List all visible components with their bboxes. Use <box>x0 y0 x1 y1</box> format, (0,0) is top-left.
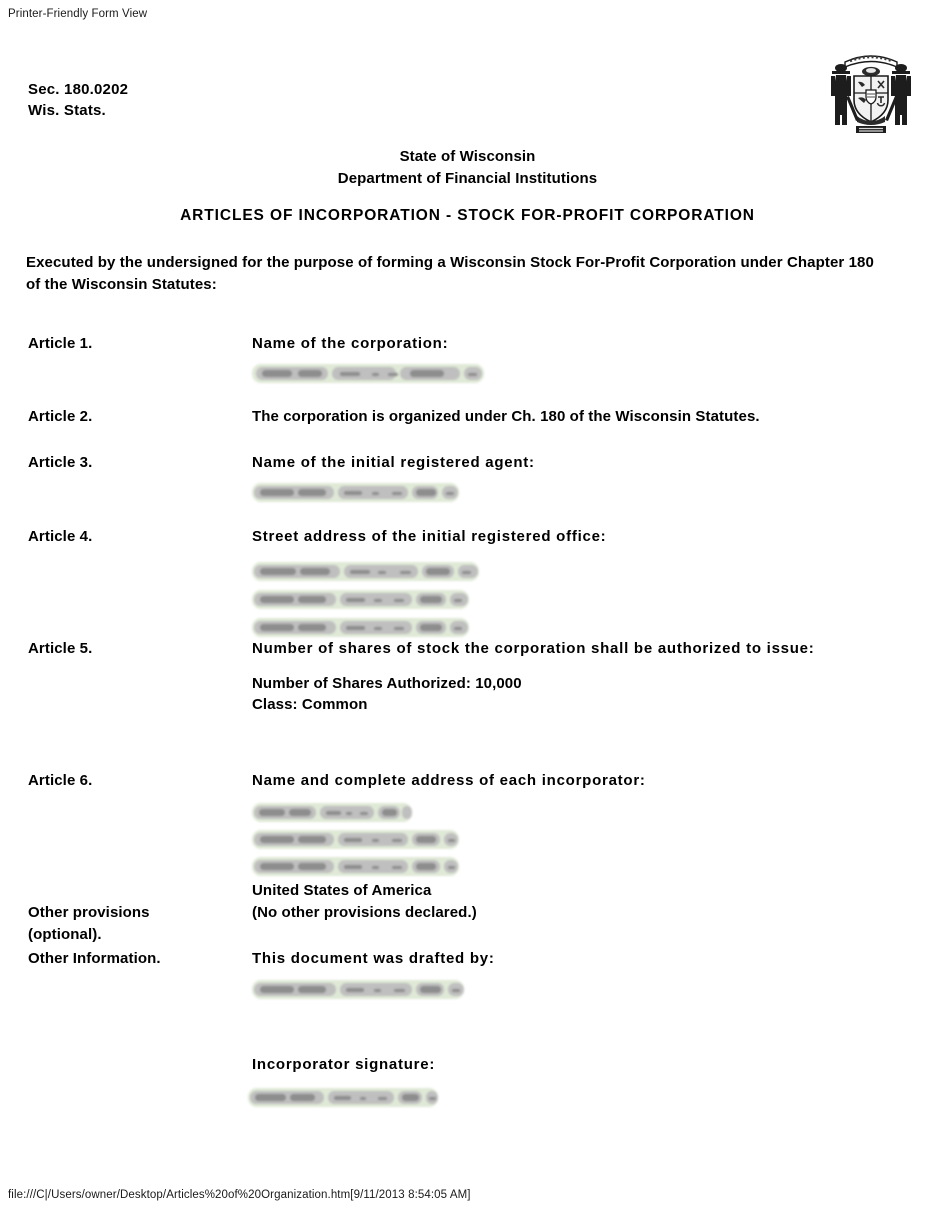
article-4-label: Article 4. <box>28 528 93 545</box>
article-6-country: United States of America <box>252 881 432 899</box>
article-5-label: Article 5. <box>28 640 93 657</box>
article-6-body <box>252 770 917 901</box>
article-6-prompt: Name and complete address of each incorporator: <box>252 772 646 789</box>
redacted-signature <box>248 1088 438 1107</box>
other-information-label: Other Information. <box>28 950 161 967</box>
redacted-value <box>252 980 464 999</box>
article-4-prompt: Street address of the initial registered office: <box>252 528 607 545</box>
redacted-value <box>252 857 459 876</box>
agency-heading <box>0 146 935 189</box>
statute-reference <box>28 79 128 121</box>
article-1-label: Article 1. <box>28 335 93 352</box>
redacted-value <box>252 590 469 609</box>
signature-body <box>252 1054 917 1107</box>
article-2-label: Article 2. <box>28 408 93 425</box>
redacted-value <box>252 803 412 822</box>
article-1-body <box>252 333 917 383</box>
state-name: State of Wisconsin <box>399 148 536 165</box>
article-1-prompt: Name of the corporation: <box>252 335 449 352</box>
article-3-prompt: Name of the initial registered agent: <box>252 454 535 471</box>
article-5-prompt: Number of shares of stock the corporation shall be authorized to issue: <box>252 640 815 657</box>
drafted-by-prompt: This document was drafted by: <box>252 950 495 967</box>
article-5-share-class: Class: Common <box>252 696 368 713</box>
article-4-body <box>252 526 917 637</box>
other-provisions-label-line1: Other provisions <box>28 904 150 921</box>
other-provisions-value: (No other provisions declared.) <box>252 904 477 921</box>
article-3-body <box>252 452 917 502</box>
redacted-value <box>252 364 484 383</box>
print-header-title: Printer-Friendly Form View <box>8 8 148 20</box>
redacted-value <box>252 483 459 502</box>
department-name: Department of Financial Institutions <box>337 169 598 187</box>
preamble-text: Executed by the undersigned for the purpose of forming a Wisconsin Stock For-Profit Corporation under Chapter 180 of the Wisconsin Statutes: <box>26 254 874 293</box>
article-6-label: Article 6. <box>28 772 93 789</box>
statute-stats: Wis. Stats. <box>28 102 106 119</box>
article-2-prompt: The corporation is organized under Ch. 180 of the Wisconsin Statutes. <box>252 408 760 425</box>
signature-prompt: Incorporator signature: <box>252 1056 436 1073</box>
article-3-label: Article 3. <box>28 454 93 471</box>
redacted-value <box>252 618 469 637</box>
print-footer-path: file:///C|/Users/owner/Desktop/Articles%20of%20Organization.htm[9/11/2013 8:54:05 AM] <box>8 1189 471 1201</box>
redacted-value <box>252 830 459 849</box>
article-5-body <box>252 638 917 716</box>
other-information-body <box>252 948 917 999</box>
statute-section: Sec. 180.0202 <box>28 81 129 98</box>
other-provisions-label <box>28 902 243 945</box>
article-5-shares-authorized: Number of Shares Authorized: 10,000 <box>252 674 522 692</box>
wisconsin-state-seal-icon <box>823 48 919 136</box>
document-title: ARTICLES OF INCORPORATION - STOCK FOR-PROFIT CORPORATION <box>180 207 755 224</box>
redacted-value <box>252 562 479 581</box>
other-provisions-label-line2: (optional). <box>28 925 102 943</box>
